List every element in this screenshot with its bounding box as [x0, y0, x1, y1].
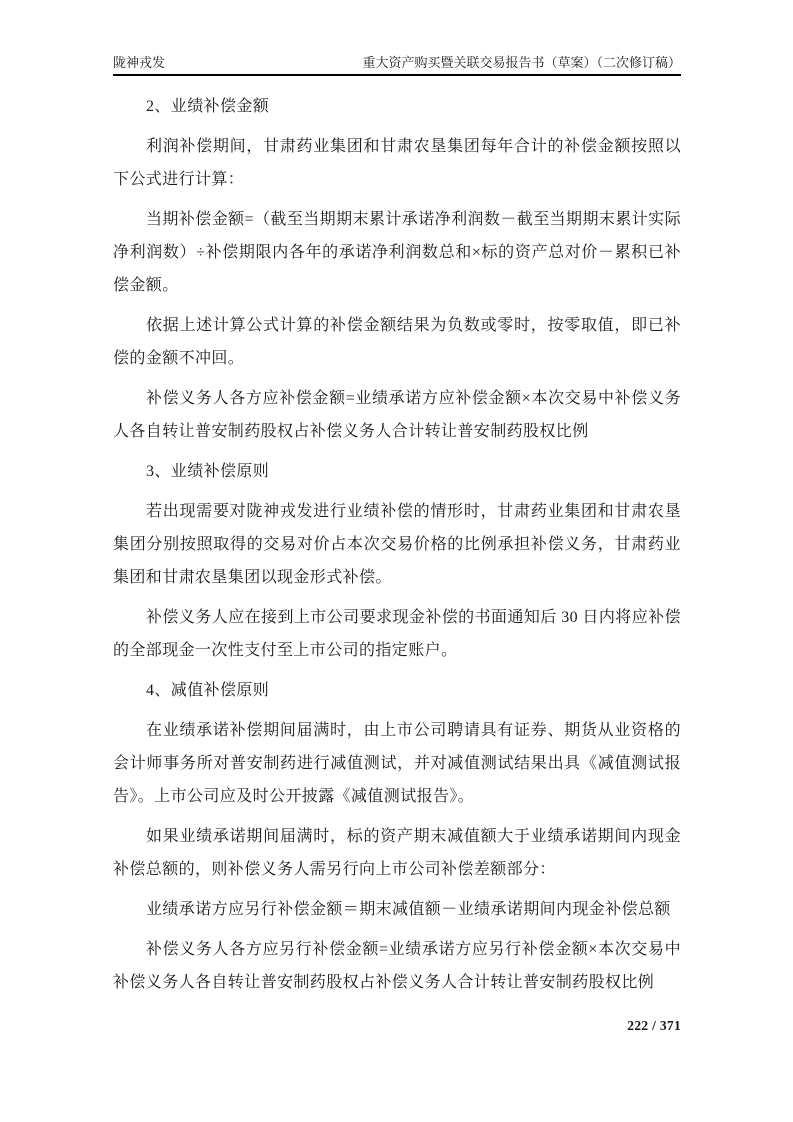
body-paragraph-formula-current-compensation: 当期补偿金额=（截至当期期末累计承诺净利润数－截至当期期末累计实际净利润数）÷补偿期限内各年的承诺净利润数总和×标的资产总对价－累积已补偿金额。: [113, 211, 681, 294]
header-right-title: 重大资产购买暨关联交易报告书（草案）（二次修订稿）: [362, 55, 681, 70]
section-heading-performance-compensation-principle: 3、业绩补偿原则: [146, 463, 270, 480]
body-paragraph-formula-obligor-share: 补偿义务人各方应补偿金额=业绩承诺方应补偿金额×本次交易中补偿义务人各自转让普安制药股权占补偿义务人合计转让普安制药股权比例: [113, 390, 681, 440]
page-number: 222 / 371: [627, 1018, 681, 1033]
header-left-title: 陇神戎发: [113, 55, 166, 70]
body-paragraph-formula-obligor-additional-share: 补偿义务人各方应另行补偿金额=业绩承诺方应另行补偿金额×本次交易中补偿义务人各自转让普安制药股权占补偿义务人合计转让普安制药股权比例: [113, 941, 681, 991]
body-paragraph: 补偿义务人应在接到上市公司要求现金补偿的书面通知后 30 日内将应补偿的全部现金一次性支付至上市公司的指定账户。: [113, 609, 681, 659]
body-paragraph: 如果业绩承诺期间届满时，标的资产期末减值额大于业绩承诺期间内现金补偿总额的，则补偿义务人需另行向上市公司补偿差额部分：: [113, 828, 681, 878]
body-paragraph: 在业绩承诺补偿期间届满时，由上市公司聘请具有证券、期货从业资格的会计师事务所对普安制药进行减值测试，并对减值测试结果出具《减值测试报告》。上市公司应及时公开披露《减值测试报告》。: [113, 722, 681, 805]
body-paragraph: 若出现需要对陇神戎发进行业绩补偿的情形时，甘肃药业集团和甘肃农垦集团分别按照取得的交易对价占本次交易价格的比例承担补偿义务，甘肃药业集团和甘肃农垦集团以现金形式补偿。: [113, 503, 681, 586]
section-heading-performance-compensation-amount: 2、业绩补偿金额: [146, 98, 270, 115]
document-body: [113, 90, 681, 1006]
page-header: [113, 54, 681, 76]
body-paragraph: 依据上述计算公式计算的补偿金额结果为负数或零时，按零取值，即已补偿的金额不冲回。: [113, 317, 681, 367]
section-heading-impairment-compensation-principle: 4、减值补偿原则: [146, 682, 270, 699]
body-paragraph-formula-additional-compensation: 业绩承诺方应另行补偿金额＝期末减值额－业绩承诺期间内现金补偿总额: [146, 901, 671, 918]
body-paragraph: 利润补偿期间，甘肃药业集团和甘肃农垦集团每年合计的补偿金额按照以下公式进行计算：: [113, 138, 681, 188]
